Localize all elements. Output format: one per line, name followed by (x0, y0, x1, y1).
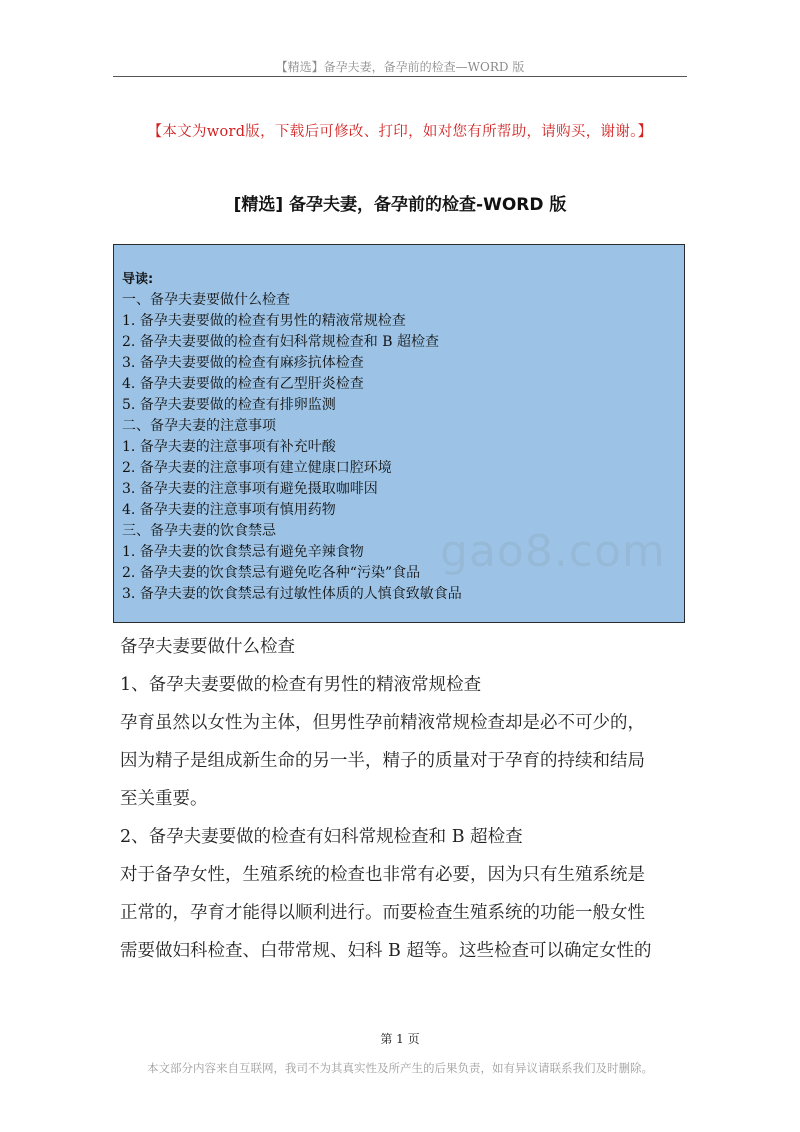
toc-item: 1. 备孕夫妻的注意事项有补充叶酸 (122, 439, 336, 455)
toc-item: 2. 备孕夫妻的饮食禁忌有避免吃各种“污染”食品 (122, 565, 421, 581)
purchase-notice: 【本文为word版，下载后可修改、打印，如对您有所帮助，请购买，谢谢。】 (147, 124, 653, 140)
toc-item: 2. 备孕夫妻的注意事项有建立健康口腔环境 (122, 460, 392, 476)
toc-section: 三、备孕夫妻的饮食禁忌 (122, 523, 276, 539)
paragraph-line: 孕育虽然以女性为主体，但男性孕前精液常规检查却是必不可少的， (120, 713, 645, 733)
toc-item: 4. 备孕夫妻的注意事项有慎用药物 (122, 502, 336, 518)
toc-item: 5. 备孕夫妻要做的检查有排卵监测 (122, 397, 336, 413)
subsection-heading: 1、备孕夫妻要做的检查有男性的精液常规检查 (120, 675, 482, 695)
paragraph-line: 正常的，孕育才能得以顺利进行。而要检查生殖系统的功能一般女性 (120, 903, 645, 923)
subsection-heading: 2、备孕夫妻要做的检查有妇科常规检查和 B 超检查 (120, 827, 523, 847)
toc-item: 2. 备孕夫妻要做的检查有妇科常规检查和 B 超检查 (122, 334, 439, 350)
toc-item: 4. 备孕夫妻要做的检查有乙型肝炎检查 (122, 376, 364, 392)
toc-heading: 导读: (122, 272, 154, 287)
watermark: gao8.com (440, 526, 666, 577)
toc-item: 1. 备孕夫妻要做的检查有男性的精液常规检查 (122, 313, 406, 329)
toc-section: 一、备孕夫妻要做什么检查 (122, 292, 290, 308)
toc-item: 3. 备孕夫妻的饮食禁忌有过敏性体质的人慎食致敏食品 (122, 586, 462, 602)
toc-item: 3. 备孕夫妻的注意事项有避免摄取咖啡因 (122, 481, 378, 497)
paragraph-line: 因为精子是组成新生命的另一半，精子的质量对于孕育的持续和结局 (120, 751, 645, 771)
paragraph-line: 对于备孕女性，生殖系统的检查也非常有必要，因为只有生殖系统是 (120, 865, 645, 885)
section-heading: 备孕夫妻要做什么检查 (120, 637, 295, 657)
article-body (120, 628, 690, 970)
toc-item: 1. 备孕夫妻的饮食禁忌有避免辛辣食物 (122, 544, 364, 560)
page-number: 第 1 页 (380, 1032, 420, 1046)
toc-section: 二、备孕夫妻的注意事项 (122, 418, 276, 434)
page-header-title: 【精选】备孕夫妻，备孕前的检查—WORD 版 (275, 60, 525, 74)
header-divider (113, 76, 687, 77)
footer-disclaimer: 本文部分内容来自互联网，我司不为其真实性及所产生的后果负责，如有异议请联系我们及时删除。 (147, 1061, 653, 1075)
toc-item: 3. 备孕夫妻要做的检查有麻疹抗体检查 (122, 355, 364, 371)
document-title: [精选] 备孕夫妻，备孕前的检查-WORD 版 (233, 195, 567, 215)
paragraph-line: 需要做妇科检查、白带常规、妇科 B 超等。这些检查可以确定女性的 (120, 941, 652, 961)
paragraph-line: 至关重要。 (120, 789, 208, 809)
